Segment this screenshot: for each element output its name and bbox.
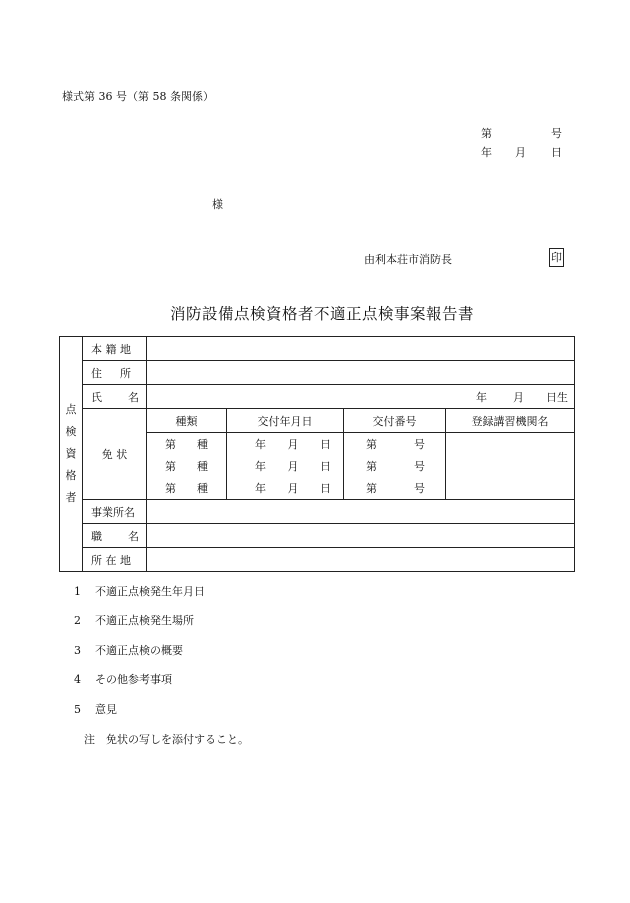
license-numbers[interactable]: 第 号 第 号 第 号 <box>344 433 446 500</box>
doc-number-prefix: 第 <box>481 127 492 140</box>
document-title: 消防設備点検資格者不適正点検事案報告書 <box>170 305 475 323</box>
name-label: 氏 名 <box>83 385 147 409</box>
item-2: 2 不適正点検発生場所 <box>74 614 194 627</box>
report-table <box>59 336 575 572</box>
col-org: 登録講習機関名 <box>446 409 575 433</box>
domicile-label: 本 籍 地 <box>83 337 147 361</box>
birth-year: 年 <box>476 390 487 404</box>
domicile-value[interactable] <box>147 337 575 361</box>
license-dates[interactable]: 年 月 日 年 月 日 年 月 日 <box>227 433 344 500</box>
date-year: 年 <box>481 146 492 159</box>
form-number: 様式第 36 号（第 58 条関係） <box>62 90 214 103</box>
issuer: 由利本荘市消防長 <box>364 253 452 266</box>
license-org[interactable] <box>446 433 575 500</box>
item-1: 1 不適正点検発生年月日 <box>74 585 205 598</box>
side-label: 点検資格者 <box>60 337 83 572</box>
position-value[interactable] <box>147 524 575 548</box>
location-value[interactable] <box>147 548 575 572</box>
location-label: 所 在 地 <box>83 548 147 572</box>
col-date: 交付年月日 <box>227 409 344 433</box>
item-5: 5 意見 <box>74 703 117 716</box>
license-types[interactable]: 第 種 第 種 第 種 <box>147 433 227 500</box>
addressee-suffix: 様 <box>212 198 223 211</box>
attachment-note: 注 免状の写しを添付すること。 <box>84 733 249 746</box>
address-label: 住 所 <box>83 361 147 385</box>
license-label: 免 状 <box>83 409 147 500</box>
doc-number-suffix: 号 <box>551 127 562 140</box>
position-label: 職 名 <box>83 524 147 548</box>
date-month: 月 <box>515 146 526 159</box>
address-value[interactable] <box>147 361 575 385</box>
office-value[interactable] <box>147 500 575 524</box>
item-3: 3 不適正点検の概要 <box>74 644 183 657</box>
name-value[interactable] <box>147 385 575 409</box>
office-label: 事業所名 <box>83 500 147 524</box>
birth-day: 日生 <box>546 390 568 404</box>
col-type: 種類 <box>147 409 227 433</box>
seal-mark: 印 <box>549 248 564 267</box>
col-number: 交付番号 <box>344 409 446 433</box>
date-day: 日 <box>551 146 562 159</box>
birth-month: 月 <box>513 390 524 404</box>
item-4: 4 その他参考事項 <box>74 673 172 686</box>
